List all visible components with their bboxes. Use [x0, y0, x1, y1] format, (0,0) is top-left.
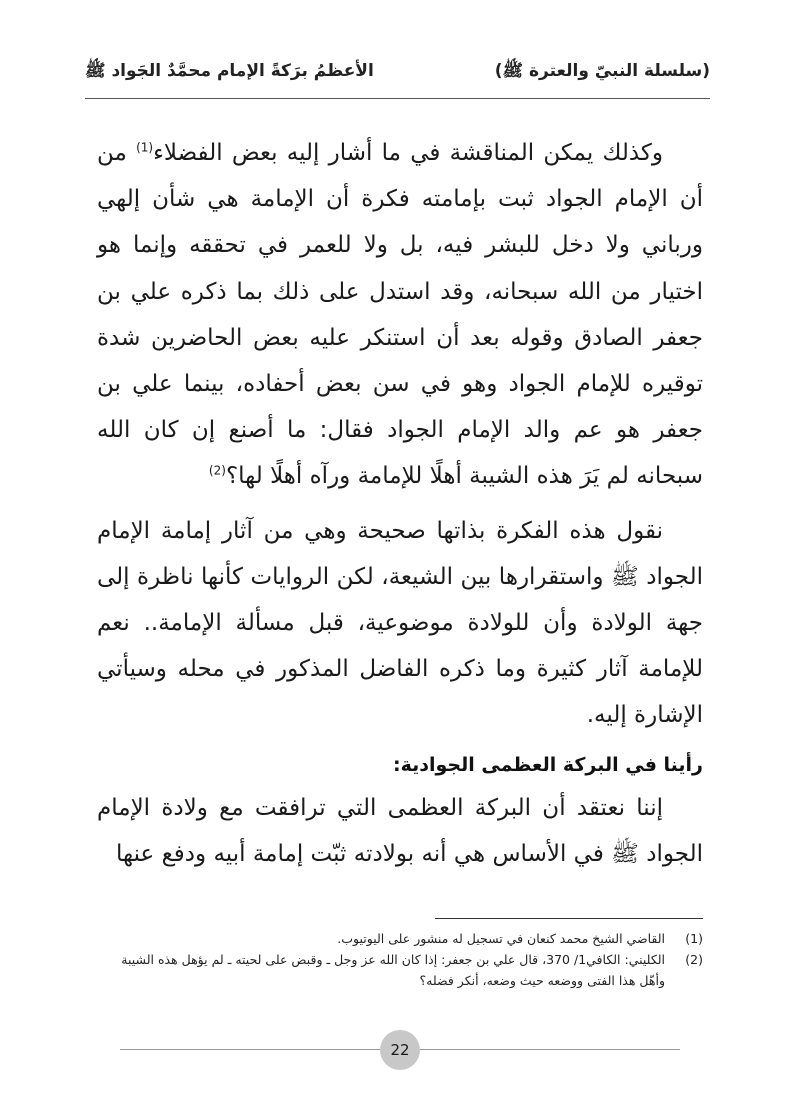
main-text: [97, 130, 703, 877]
page-number-badge: 22: [380, 1030, 420, 1070]
page-footer: [120, 1030, 680, 1070]
paragraph-2: نقول هذه الفكرة بذاتها صحيحة وهي من آثار إمامة الإمام الجواد ﷺ واستقرارها بين الشيعة، لكن الروايات كأنها ناظرة إلى جهة الولادة وأن للولادة موضوعية، قبل مسألة الإمامة.. نعم للإمامة آثار كثيرة وما ذكره الفاضل المذكور في محله وسيأتي الإشارة إليه.: [97, 517, 703, 729]
footnote-divider: [435, 918, 703, 919]
footnote-item: [97, 928, 703, 949]
section-heading: رأينا في البركة العظمى الجوادية:: [392, 753, 703, 776]
footnote-text: القاضي الشيخ محمد كنعان في تسجيل له منشور على اليوتيوب.: [337, 931, 665, 946]
footnote-text: الكليني: الكافي1/ 370، قال علي بن جعفر: إذا كان الله عز وجل ـ وقبض على لحيته ـ لم يؤهل هذه الشيبة وأهّل هذا الفتى ووضعه حيث وضعه، أنكر فضله؟: [121, 952, 665, 988]
footnote-item: [97, 949, 703, 991]
footnote-number: (2): [685, 952, 703, 967]
header-book-title: الأعظمُ برَكةً الإمام محمَّدٌ الجَواد ﷺ: [85, 61, 374, 81]
footnote-ref-1[interactable]: (1): [136, 140, 154, 155]
header-series-title: (سلسلة النبيّ والعترة ﷺ): [494, 61, 710, 81]
paragraph-1-text: وكذلك يمكن المناقشة في ما أشار إليه بعض الفضلاء: [153, 140, 663, 166]
footnotes: [97, 928, 703, 991]
paragraph-3: إننا نعتقد أن البركة العظمى التي ترافقت مع ولادة الإمام الجواد ﷺ في الأساس هي أنه بولادته ثبّت إمامة أبيه ودفع عنها: [97, 794, 703, 867]
header-divider: [85, 98, 710, 99]
running-header: [85, 50, 710, 100]
footnote-number: (1): [685, 931, 703, 946]
footnote-ref-2[interactable]: (2): [208, 463, 226, 478]
paragraph-1: [97, 130, 703, 500]
paragraph-1-continuation: من أن الإمام الجواد ثبت بإمامته فكرة أن الإمامة هي شأن إلهي ورباني ولا دخل للبشر فيه، بل ولا للعمر في تحققه وإنما هو اختيار من الله سبحانه، وقد استدل على ذلك بما ذكره علي بن جعفر الصادق وقوله بعد أن استنكر عليه بعض الحاضرين شدة توقيره للإمام الجواد وهو في سن بعض أحفاده، بينما علي بن جعفر هو عم والد الإمام الجواد فقال: ما أصنع إن كان الله سبحانه لم يَرَ هذه الشيبة أهلًا للإمامة ورآه أهلًا لها؟: [97, 140, 703, 490]
